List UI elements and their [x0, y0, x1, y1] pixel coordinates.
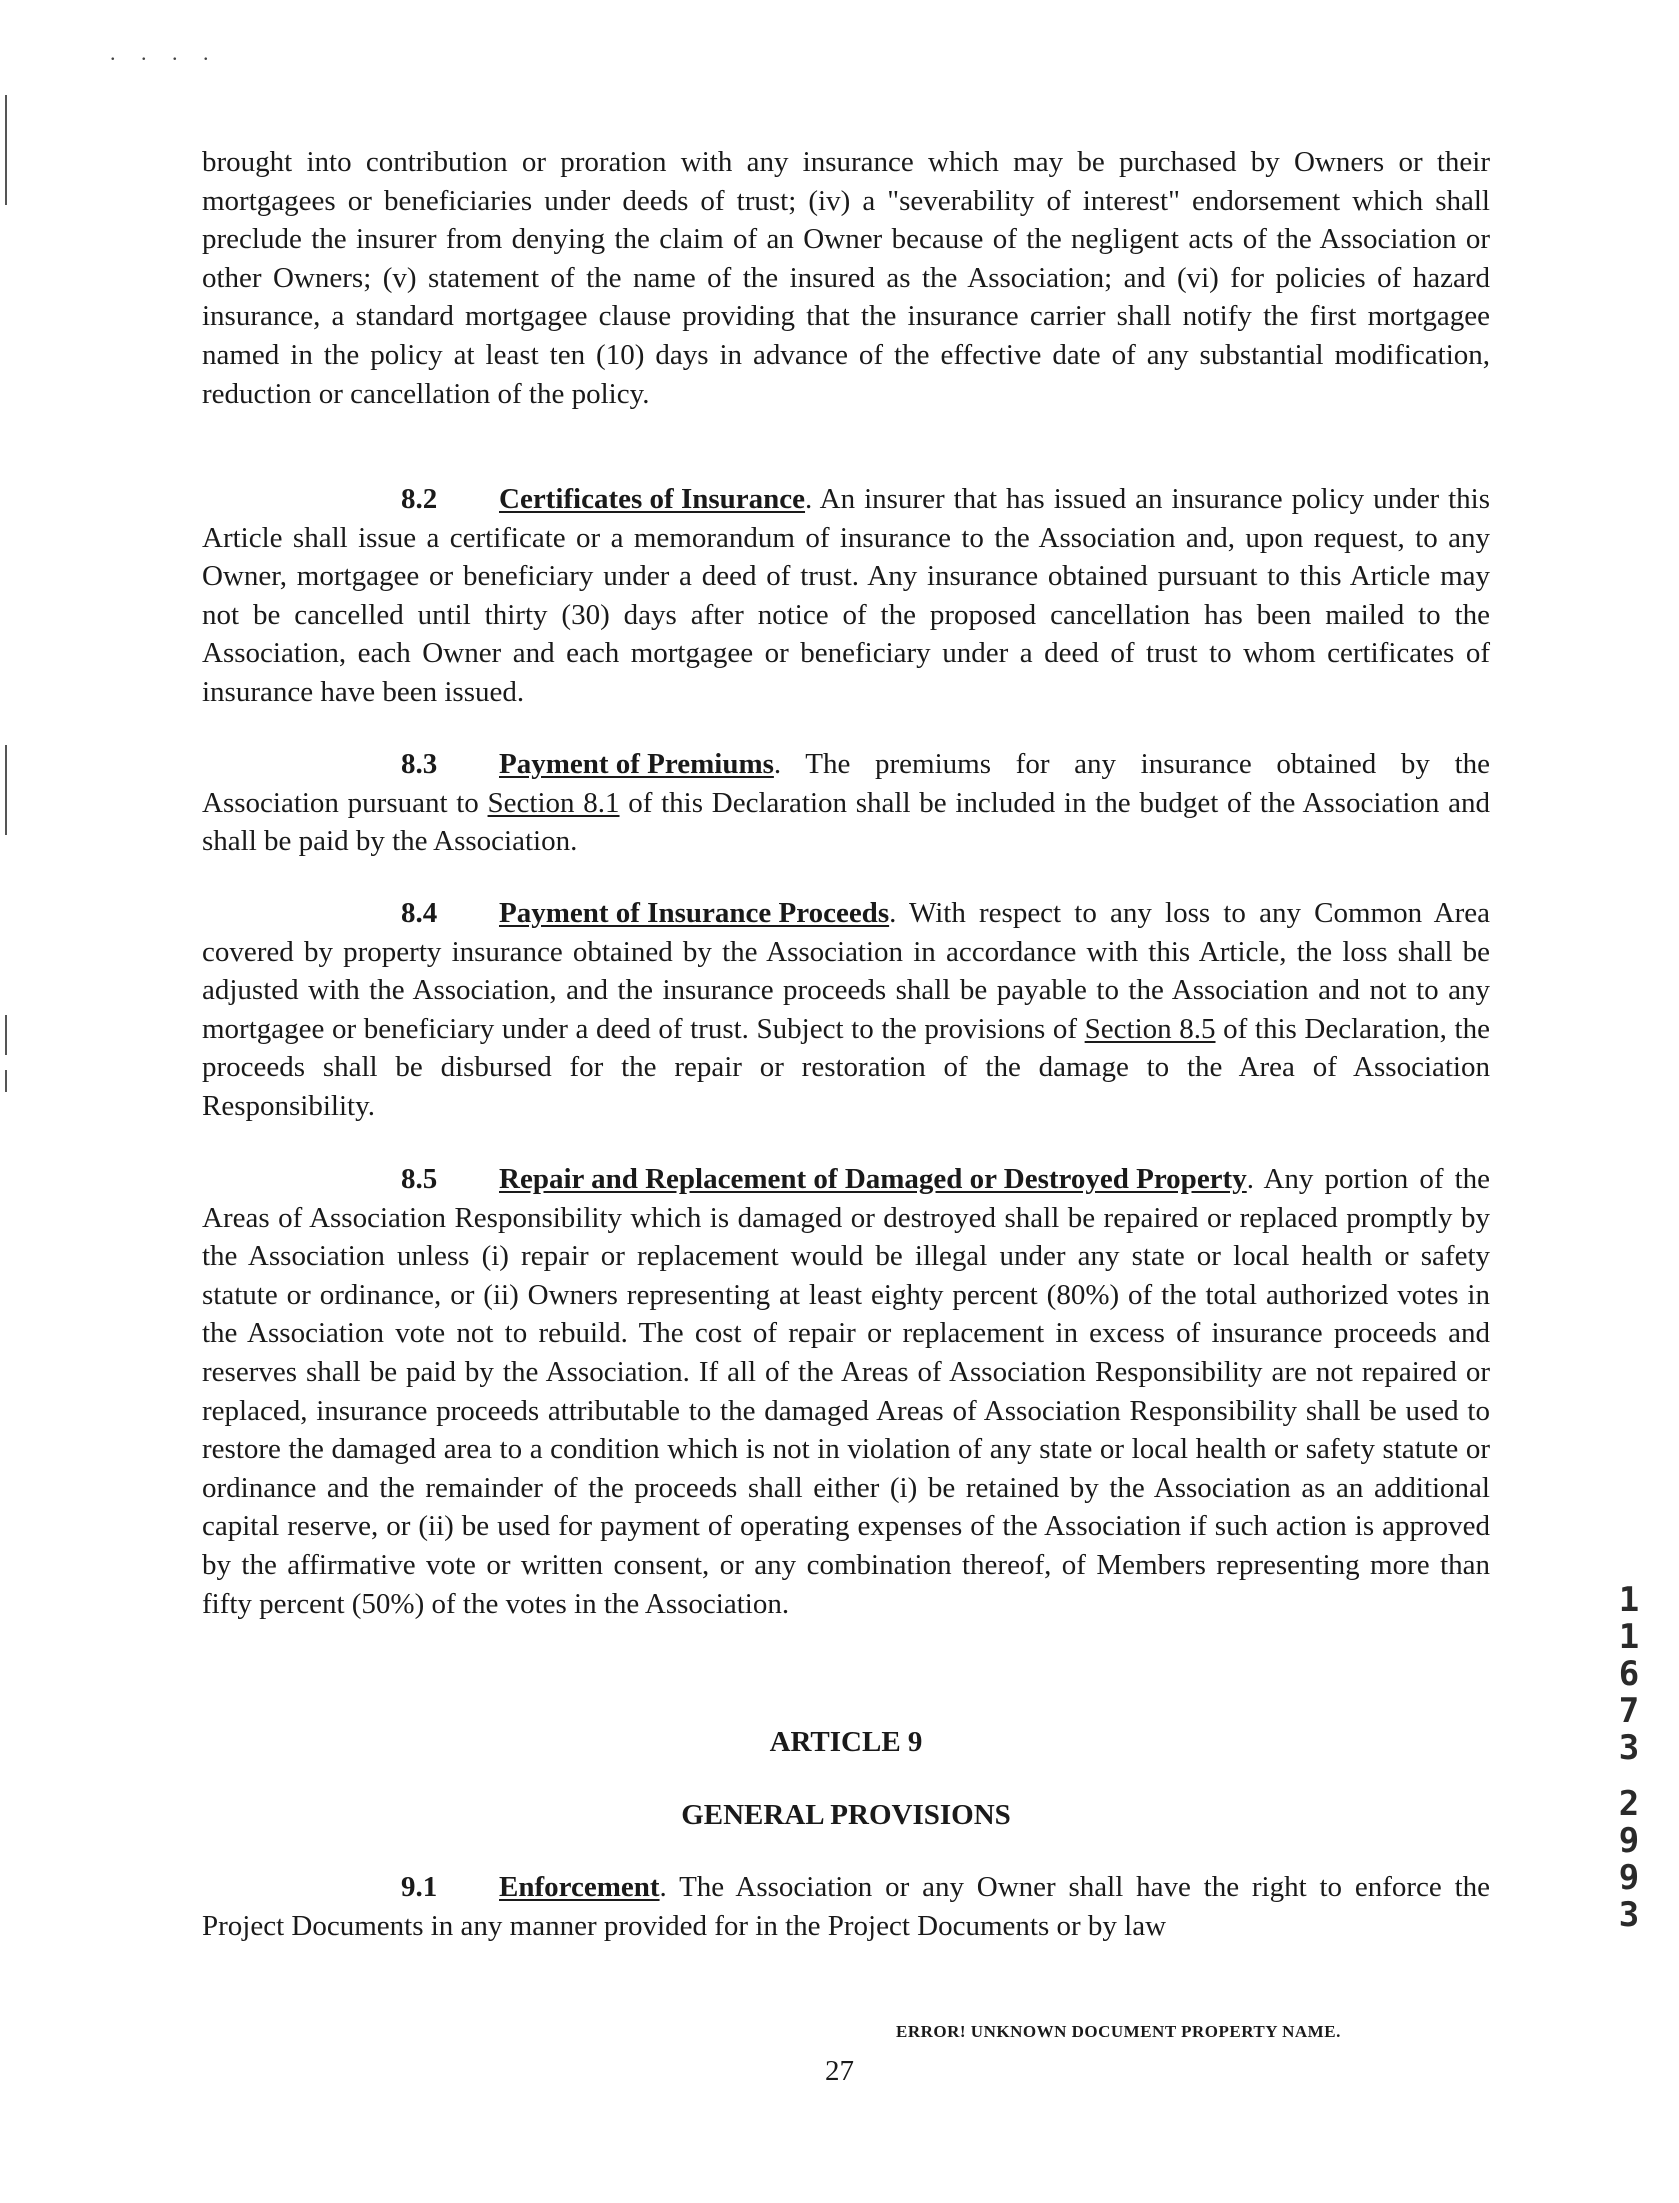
- margin-mark: [5, 1015, 7, 1055]
- section-body: . An insurer that has issued an insurance policy under this Article shall issue a certificate or a memorandum of insurance to the Association and, upon request, to any Owner, mortgagee or beneficiary under a deed of trust. Any insurance obtained pursuant to this Article may not be cancelled until thirty (30) days after notice of the proposed cancellation has been mailed to the Association, each Owner and each mortgagee or beneficiary under a deed of trust to whom certificates of insurance have been issued.: [202, 483, 1490, 708]
- section-8-2: [202, 480, 1490, 712]
- section-number: 8.3: [401, 748, 438, 780]
- article-heading: ARTICLE 9: [769, 1726, 923, 1758]
- section-body: . The Association or any Owner shall have the right to enforce the Project Documents in any manner provided for in the Project Documents or by law: [202, 1871, 1490, 1942]
- section-title: Certificates of Insurance: [499, 483, 806, 515]
- section-cross-reference: Section 8.1: [487, 786, 620, 819]
- section-body: of this Declaration, the proceeds shall be disbursed for the repair or restoration of the damage to the Area of Association Responsibility.: [202, 1012, 1490, 1122]
- section-8-3: [202, 745, 1490, 861]
- section-title: Payment of Premiums: [499, 748, 774, 780]
- section-8-5: [202, 1160, 1490, 1623]
- section-number: 9.1: [401, 1871, 438, 1903]
- section-title: Repair and Replacement of Damaged or Destroyed Property: [499, 1163, 1247, 1195]
- section-number: 8.4: [401, 897, 438, 929]
- section-9-1: [202, 1868, 1490, 1945]
- side-stamp-number: 2993: [1618, 1784, 1640, 1935]
- margin-mark: [5, 1070, 7, 1092]
- scan-artifact-marks: . . . .: [110, 40, 219, 65]
- intro-paragraph: brought into contribution or proration with any insurance which may be purchased by Owners or their mortgagees or beneficiaries under deeds of trust; (iv) a "severability of interest" endorsement which shall preclude the insurer from denying the claim of an Owner because of the negligent acts of the Association or other Owners; (v) statement of the name of the insured as the Association; and (vi) for policies of hazard insurance, a standard mortgagee clause providing that the insurance carrier shall notify the first mortgagee named in the policy at least ten (10) days in advance of the effective date of any substantial modification, reduction or cancellation of the policy.: [202, 146, 1490, 410]
- section-cross-reference: Section 8.5: [1084, 1012, 1216, 1045]
- article-title: GENERAL PROVISIONS: [681, 1799, 1011, 1831]
- section-8-4: [202, 894, 1490, 1126]
- footer-document-property: ERROR! UNKNOWN DOCUMENT PROPERTY NAME.: [896, 2022, 1341, 2041]
- margin-mark: [5, 745, 7, 835]
- section-body: . The premiums for any insurance obtained by the Association pursuant to: [202, 748, 1490, 819]
- section-title: Enforcement: [499, 1871, 660, 1903]
- section-title: Payment of Insurance Proceeds: [499, 897, 890, 929]
- section-body: . With respect to any loss to any Common Area covered by property insurance obtained by the Association in accordance with this Article, the loss shall be adjusted with the Association, and the insurance proceeds shall be payable to the Association and not to any mortgagee or beneficiary under a deed of trust. Subject to the provisions of: [202, 897, 1490, 1045]
- section-body: . Any portion of the Areas of Association Responsibility which is damaged or destroyed shall be repaired or replaced promptly by the Association unless (i) repair or replacement would be illegal under any state or local health or safety statute or ordinance, or (ii) Owners representing at least eighty percent (80%) of the total authorized votes in the Association vote not to rebuild. The cost of repair or replacement in excess of insurance proceeds and reserves shall be paid by the Association. If all of the Areas of Association Responsibility are not repaired or replaced, insurance proceeds attributable to the damaged Areas of Association Responsibility shall be used to restore the damaged area to a condition which is not in violation of any state or local health or safety statute or ordinance and the remainder of the proceeds shall either (i) be retained by the Association as an additional capital reserve, or (ii) be used for payment of operating expenses of the Association if such action is approved by the affirmative vote or written consent, or any combination thereof, of Members representing more than fifty percent (50%) of the votes in the Association.: [202, 1163, 1490, 1620]
- page-number: 27: [825, 2055, 854, 2087]
- margin-mark: [5, 95, 7, 205]
- section-number: 8.2: [401, 483, 438, 515]
- section-number: 8.5: [401, 1163, 438, 1195]
- side-stamp-number: 11673: [1618, 1580, 1640, 1768]
- section-body: of this Declaration shall be included in the budget of the Association and shall be paid by the Association.: [202, 786, 1490, 858]
